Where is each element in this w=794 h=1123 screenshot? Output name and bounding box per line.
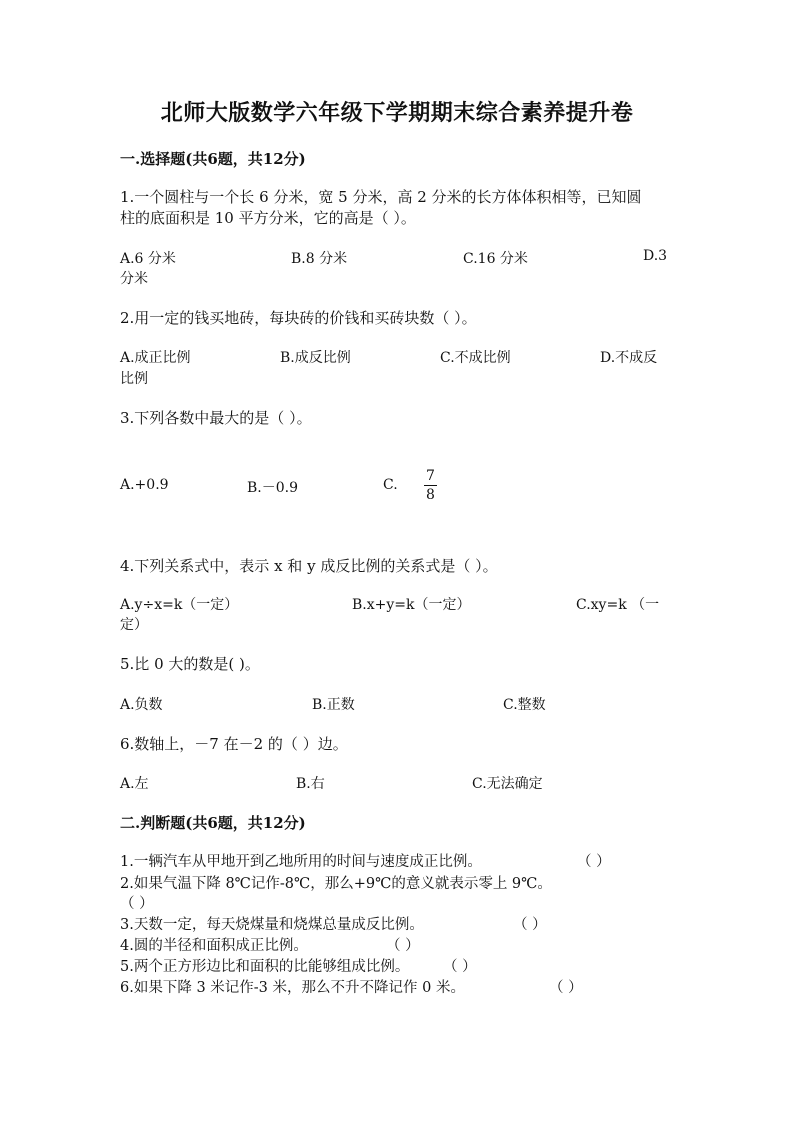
question-2-option-b[interactable]: B.成反比例: [280, 350, 351, 366]
page-title: 北师大版数学六年级下学期期末综合素养提升卷: [160, 100, 634, 126]
question-1-text-line1: 1.一个圆柱与一个长 6 分米，宽 5 分米，高 2 分米的长方体体积相等，已知圆: [120, 188, 642, 206]
section-heading-choice: 一.选择题(共6题，共12分): [120, 150, 306, 168]
question-3-option-a[interactable]: A.+0.9: [120, 477, 169, 493]
question-2-option-d-wrap: 比例: [120, 371, 148, 387]
judgment-1-text: 1.一辆汽车从甲地开到乙地所用的时间与速度成正比例。: [120, 854, 482, 870]
question-1-option-a[interactable]: A.6 分米: [120, 251, 176, 267]
judgment-6-answer-blank[interactable]: （ ）: [549, 980, 583, 996]
judgment-1-answer-blank[interactable]: （ ）: [577, 854, 611, 870]
question-1-option-d[interactable]: D.3: [643, 248, 668, 264]
question-6-option-c[interactable]: C.无法确定: [472, 776, 543, 792]
question-4-option-b[interactable]: B.x+y=k（一定）: [352, 597, 471, 613]
question-4-option-c[interactable]: C.xy=k （一: [576, 597, 660, 613]
fraction-denominator: 8: [426, 487, 435, 503]
question-4-option-a[interactable]: A.y÷x=k（一定）: [120, 597, 239, 613]
question-1-option-c[interactable]: C.16 分米: [463, 251, 528, 267]
question-3-option-b[interactable]: B.－0.9: [247, 480, 299, 496]
judgment-6-text: 6.如果下降 3 米记作-3 米，那么不升不降记作 0 米。: [120, 980, 465, 996]
question-1-option-d-wrap: 分米: [120, 271, 148, 287]
question-4-text: 4.下列关系式中，表示 x 和 y 成反比例的关系式是（ ）。: [120, 557, 498, 575]
question-2-option-d[interactable]: D.不成反: [600, 350, 658, 366]
question-3-option-c-fraction: [424, 469, 437, 502]
fraction-numerator: 7: [426, 468, 435, 484]
question-6-text: 6.数轴上，－7 在－2 的（ ）边。: [120, 735, 348, 753]
question-2-option-c[interactable]: C.不成比例: [440, 350, 511, 366]
question-3-option-c[interactable]: C.: [383, 477, 398, 493]
judgment-2-answer-blank[interactable]: （ ）: [120, 896, 154, 912]
question-4-option-c-wrap: 定）: [120, 617, 148, 633]
judgment-4-answer-blank[interactable]: （ ）: [386, 938, 420, 954]
question-3-text: 3.下列各数中最大的是（ ）。: [120, 409, 312, 427]
question-2-text: 2.用一定的钱买地砖，每块砖的价钱和买砖块数（ ）。: [120, 309, 477, 327]
question-6-option-a[interactable]: A.左: [120, 776, 149, 792]
question-5-option-b[interactable]: B.正数: [312, 697, 355, 713]
judgment-2-text: 2.如果气温下降 8℃记作-8℃，那么+9℃的意义就表示零上 9℃。: [120, 876, 552, 892]
question-5-text: 5.比 0 大的数是( )。: [120, 655, 260, 673]
section-heading-judgment: 二.判断题(共6题，共12分): [120, 814, 306, 832]
question-1-option-b[interactable]: B.8 分米: [291, 251, 348, 267]
question-1-text-line2: 柱的底面积是 10 平方分米，它的高是（ ）。: [120, 209, 416, 227]
judgment-4-text: 4.圆的半径和面积成正比例。: [120, 938, 308, 954]
judgment-5-answer-blank[interactable]: （ ）: [443, 959, 477, 975]
judgment-5-text: 5.两个正方形边比和面积的比能够组成比例。: [120, 959, 410, 975]
question-5-option-c[interactable]: C.整数: [503, 697, 546, 713]
judgment-3-answer-blank[interactable]: （ ）: [513, 917, 547, 933]
judgment-3-text: 3.天数一定，每天烧煤量和烧煤总量成反比例。: [120, 917, 424, 933]
question-5-option-a[interactable]: A.负数: [120, 697, 163, 713]
question-2-option-a[interactable]: A.成正比例: [120, 350, 191, 366]
question-6-option-b[interactable]: B.右: [296, 776, 325, 792]
